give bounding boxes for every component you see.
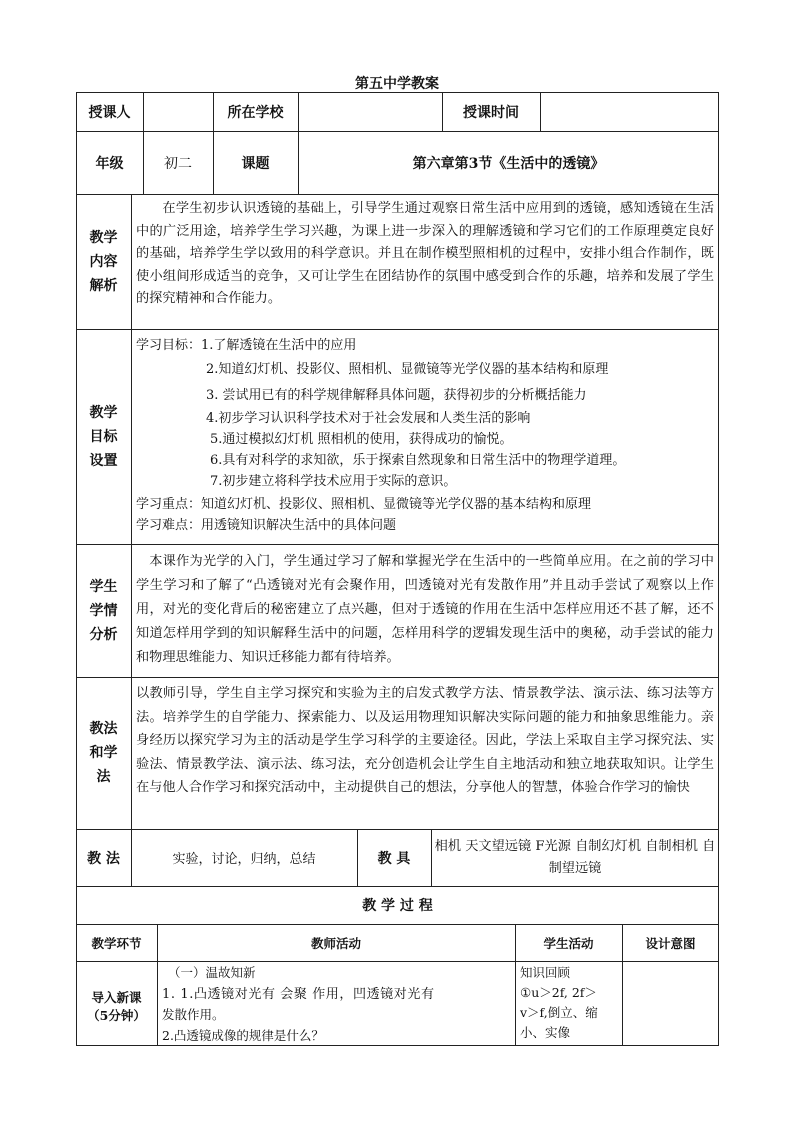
objectives-label: 教学 目标 设置 <box>89 404 118 469</box>
objective-line: 2.知道幻灯机、投影仪、照相机、显微镜等光学仪器的基本结构和原理 <box>206 362 609 377</box>
objective-line: 7.初步建立将科学技术应用于实际的意识。 <box>210 474 457 489</box>
document-title: 第五中学教案 <box>355 76 439 92</box>
content-analysis-text: 在学生初步认识透镜的基础上，引导学生通过观察日常生活中应用到的透镜，感知透镜在生活中的广泛用途，培养学生学习兴趣，为课上进一步深入的理解透镜和学习它们的工作原理奠定良好的基础，培养学生学以致用的科学意识。并且在制作模型照相机的过程中，安排小组合作制作，既使小组间形成适当的竞争，又可让学生在团结协作的氛围中感受到合作的乐趣，培养和发展了学生的探究精神和合作能力。 <box>136 201 714 306</box>
methods-text: 以教师引导，学生自主学习探究和实验为主的启发式教学方法、情景教学法、演示法、练习法等方法。培养学生的自学能力、探索能力、以及运用物理知识解决实际问题的能力和抽象思维能力。亲身经历以探究学习为主的活动是学生学习科学的主要途径。因此，学法上采取自主学习探究法、实验法、情景教学法、演示法、练习法，充分创造机会让学生自主地活动和独立地获取知识。让学生在与他人合作学习和探究活动中，主动提供自己的想法，分享他人的智慧，体验合作学习的愉快 <box>136 686 714 795</box>
student-activity-line: v＞f,倒立、缩 <box>520 1005 598 1020</box>
content-analysis-label: 教学 内容 解析 <box>89 229 118 294</box>
key-point-line: 学习重点：知道幻灯机、投影仪、照相机、显微镜等光学仪器的基本结构和原理 <box>136 497 592 512</box>
teacher-activity-line: （一）温故知新 <box>168 965 256 980</box>
col-header-teacher: 教师活动 <box>310 935 361 951</box>
design-intent-cell <box>622 961 719 1046</box>
teaching-tools-label: 教 具 <box>377 850 411 867</box>
school-value-field <box>298 92 442 131</box>
student-activity-line: 知识回顾 <box>520 965 571 980</box>
methods-label: 教法 和学 法 <box>89 721 118 785</box>
student-activity-line: 小、实像 <box>520 1025 571 1040</box>
objective-line: 5.通过模拟幻灯机 照相机的使用，获得成功的愉悦。 <box>210 432 513 447</box>
student-activity-line: ①u＞2f, 2f＞ <box>520 985 597 1000</box>
teaching-process-title: 教 学 过 程 <box>362 898 433 914</box>
objective-line: 学习目标：1.了解透镜在生活中的应用 <box>136 338 357 353</box>
col-header-student: 学生活动 <box>543 935 594 951</box>
teacher-activity-line: 2.凸透镜成像的规律是什么？ <box>162 1028 324 1043</box>
grade-value: 初二 <box>164 155 192 172</box>
topic-value: 第六章第3节《生活中的透镜》 <box>412 155 605 172</box>
school-label: 所在学校 <box>227 104 284 121</box>
teacher-activity-line: 1. 1.凸透镜对光有 会聚 作用，凹透镜对光有 <box>162 987 435 1002</box>
col-header-stage: 教学环节 <box>91 935 142 951</box>
teaching-tools-value: 相机 天文望远镜 F光源 自制幻灯机 自制相机 自制望远镜 <box>434 838 716 876</box>
teacher-activity-line: 发散作用。 <box>162 1007 225 1022</box>
teaching-method-label: 教 法 <box>87 850 120 867</box>
topic-label: 课题 <box>241 155 270 172</box>
time-value-field <box>540 92 719 131</box>
objective-line: 6.具有对科学的求知欲，乐于探索自然现象和日常生活中的物理学道理。 <box>210 453 626 468</box>
teacher-label: 授课人 <box>88 104 131 121</box>
stage-intro: 导入新课 （5分钟） <box>87 990 146 1023</box>
col-header-design: 设计意图 <box>645 935 696 951</box>
objective-line: 4.初步学习认识科学技术对于社会发展和人类生活的影响 <box>206 411 531 426</box>
time-label: 授课时间 <box>463 104 519 121</box>
teaching-method-value: 实验，讨论，归纳，总结 <box>172 852 316 867</box>
student-analysis-label: 学生 学情 分析 <box>89 578 118 643</box>
grade-label: 年级 <box>95 155 124 172</box>
difficulty-line: 学习难点：用透镜知识解决生活中的具体问题 <box>136 518 397 533</box>
student-analysis-text: 本课作为光学的入门，学生通过学习了解和掌握光学在生活中的一些简单应用。在之前的学习中学生学习和了解了“凸透镜对光有会聚作用，凹透镜对光有发散作用”并且动手尝试了观察以上作用，对光的变化背后的秘密建立了点兴趣，但对于透镜的作用在生活中怎样应用还不甚了解，还不知道怎样用学到的知识解释生活中的问题，怎样用科学的逻辑发现生活中的奥秘，动手尝试的能力和物理思维能力、知识迁移能力都有待培养。 <box>136 554 714 665</box>
teacher-value-field <box>143 92 213 131</box>
objective-line: 3. 尝试用已有的科学规律解释具体问题，获得初步的分析概括能力 <box>206 388 587 403</box>
